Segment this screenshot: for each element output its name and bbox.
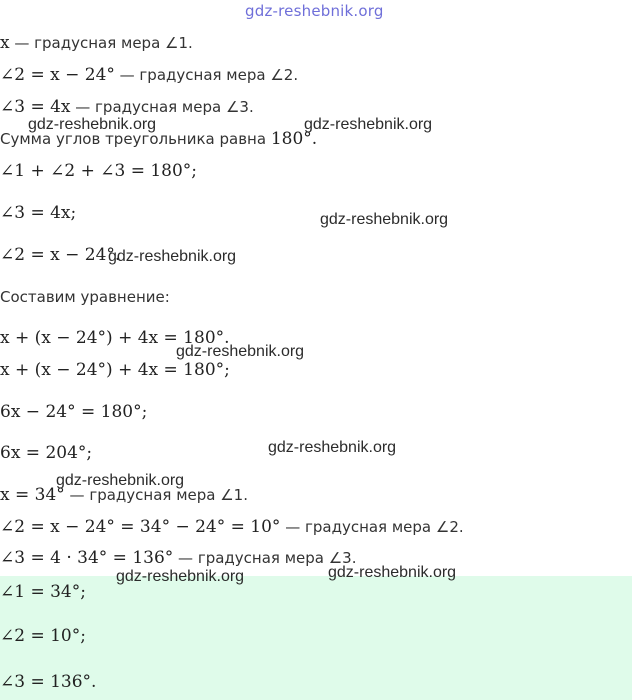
answer-line-1 xyxy=(0,582,86,602)
watermark: gdz-reshebnik.org xyxy=(176,343,305,360)
answer-line-2 xyxy=(0,626,86,646)
text: — градусная мера ∠2. xyxy=(280,518,464,536)
math: x + (x − 24°) + 4x = 180°; xyxy=(0,360,230,380)
math: 6x = 204°; xyxy=(0,443,93,463)
math: ∠1 = 34°; xyxy=(0,582,86,602)
watermark: gdz-reshebnik.org xyxy=(56,472,185,489)
watermark: gdz-reshebnik.org xyxy=(28,116,157,133)
math: ∠2 = x − 24° = 34° − 24° = 10° xyxy=(0,517,281,537)
answer-line-3 xyxy=(0,672,96,692)
text: — градусная мера ∠3. xyxy=(70,98,254,116)
math: x xyxy=(0,33,10,53)
line-14 xyxy=(0,517,464,537)
math: ∠3 = 136°. xyxy=(0,672,97,692)
math: ∠3 = 4 · 34° = 136° xyxy=(0,548,174,568)
math: 180°. xyxy=(270,129,318,149)
math: ∠3 = 4x; xyxy=(0,203,77,223)
math: ∠2 = 10°; xyxy=(0,626,86,646)
watermark: gdz-reshebnik.org xyxy=(108,248,237,265)
answer-box xyxy=(0,576,632,700)
math: x + (x − 24°) + 4x = 180°. xyxy=(0,328,230,348)
math: ∠1 + ∠2 + ∠3 = 180°; xyxy=(0,161,198,181)
text: — градусная мера ∠2. xyxy=(114,66,299,84)
line-1 xyxy=(0,33,193,53)
line-12 xyxy=(0,443,92,463)
line-2 xyxy=(0,65,298,85)
line-11 xyxy=(0,402,147,422)
text: Сумма углов треугольника равна xyxy=(0,130,271,148)
line-5 xyxy=(0,161,197,181)
line-3 xyxy=(0,97,254,117)
line-15 xyxy=(0,548,356,568)
text: — градусная мера ∠3. xyxy=(173,549,357,567)
text: — градусная мера ∠1. xyxy=(64,486,248,504)
math: ∠2 = x − 24° xyxy=(0,65,115,85)
watermark-top: gdz-reshebnik.org xyxy=(245,2,384,20)
math: ∠3 = 4x xyxy=(0,97,71,117)
math: ∠2 = x − 24°. xyxy=(0,245,121,265)
text: — градусная мера ∠1. xyxy=(9,34,193,52)
watermark: gdz-reshebnik.org xyxy=(328,564,457,581)
math: 6x − 24° = 180°; xyxy=(0,402,148,422)
watermark: gdz-reshebnik.org xyxy=(320,211,449,228)
watermark: gdz-reshebnik.org xyxy=(268,439,397,456)
line-10 xyxy=(0,360,230,380)
line-6 xyxy=(0,203,76,223)
line-8: Составим уравнение: xyxy=(0,288,170,306)
watermark: gdz-reshebnik.org xyxy=(116,568,245,585)
watermark: gdz-reshebnik.org xyxy=(304,116,433,133)
math: x = 34° xyxy=(0,485,65,505)
line-7 xyxy=(0,245,120,265)
